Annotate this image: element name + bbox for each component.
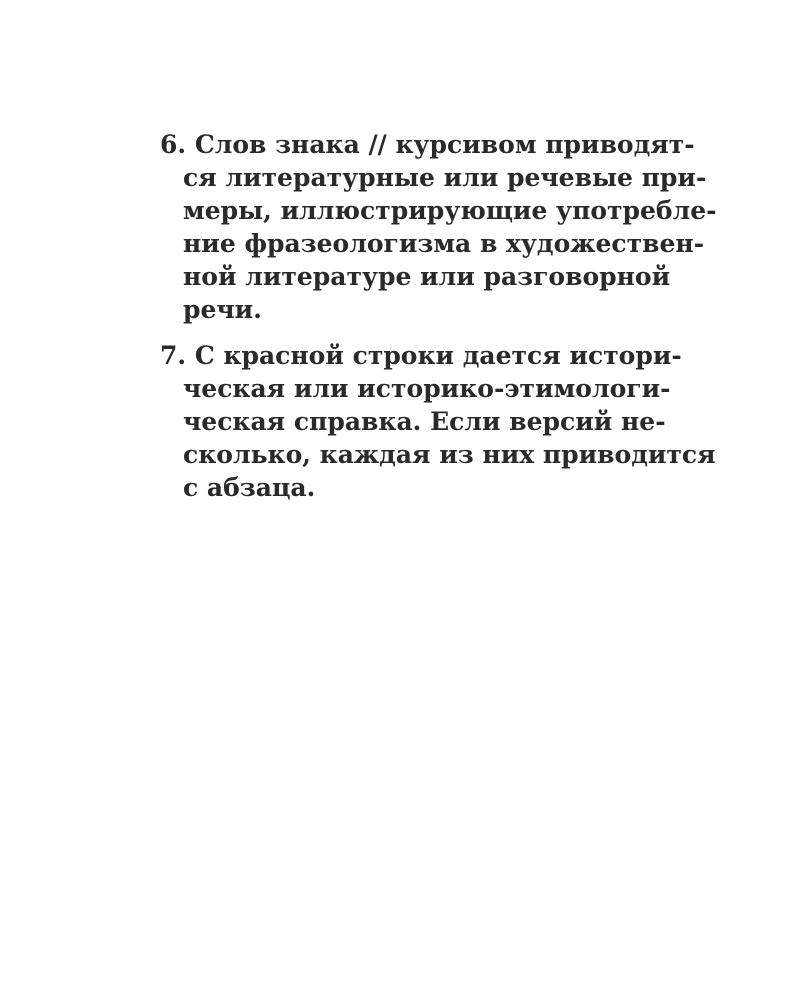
- list-item-7: [160, 339, 716, 504]
- text-line: речи.: [183, 295, 262, 324]
- text-line: сколько, каждая из них приводится: [183, 440, 716, 469]
- text-line: [160, 339, 700, 372]
- list-item-6: [160, 128, 717, 326]
- text-line: ческая или историко-этимологи-: [183, 374, 671, 403]
- item-text-line: С красной строки дается истори-: [194, 341, 682, 370]
- text-line: ной литературе или разговорной: [183, 262, 671, 291]
- item-number: 6.: [160, 130, 187, 159]
- text-line: ся литературные или речевые при-: [183, 163, 707, 192]
- item-number: 7.: [160, 341, 187, 370]
- text-line: с абзаца.: [183, 473, 316, 502]
- text-line: ние фразеологизма в художествен-: [183, 229, 705, 258]
- text-line: меры, иллюстрирующие употребле-: [183, 196, 717, 225]
- item-text-line: Слов знака // курсивом приводят-: [194, 130, 695, 159]
- text-line: [160, 128, 700, 161]
- text-line: ческая справка. Если версий не-: [183, 407, 666, 436]
